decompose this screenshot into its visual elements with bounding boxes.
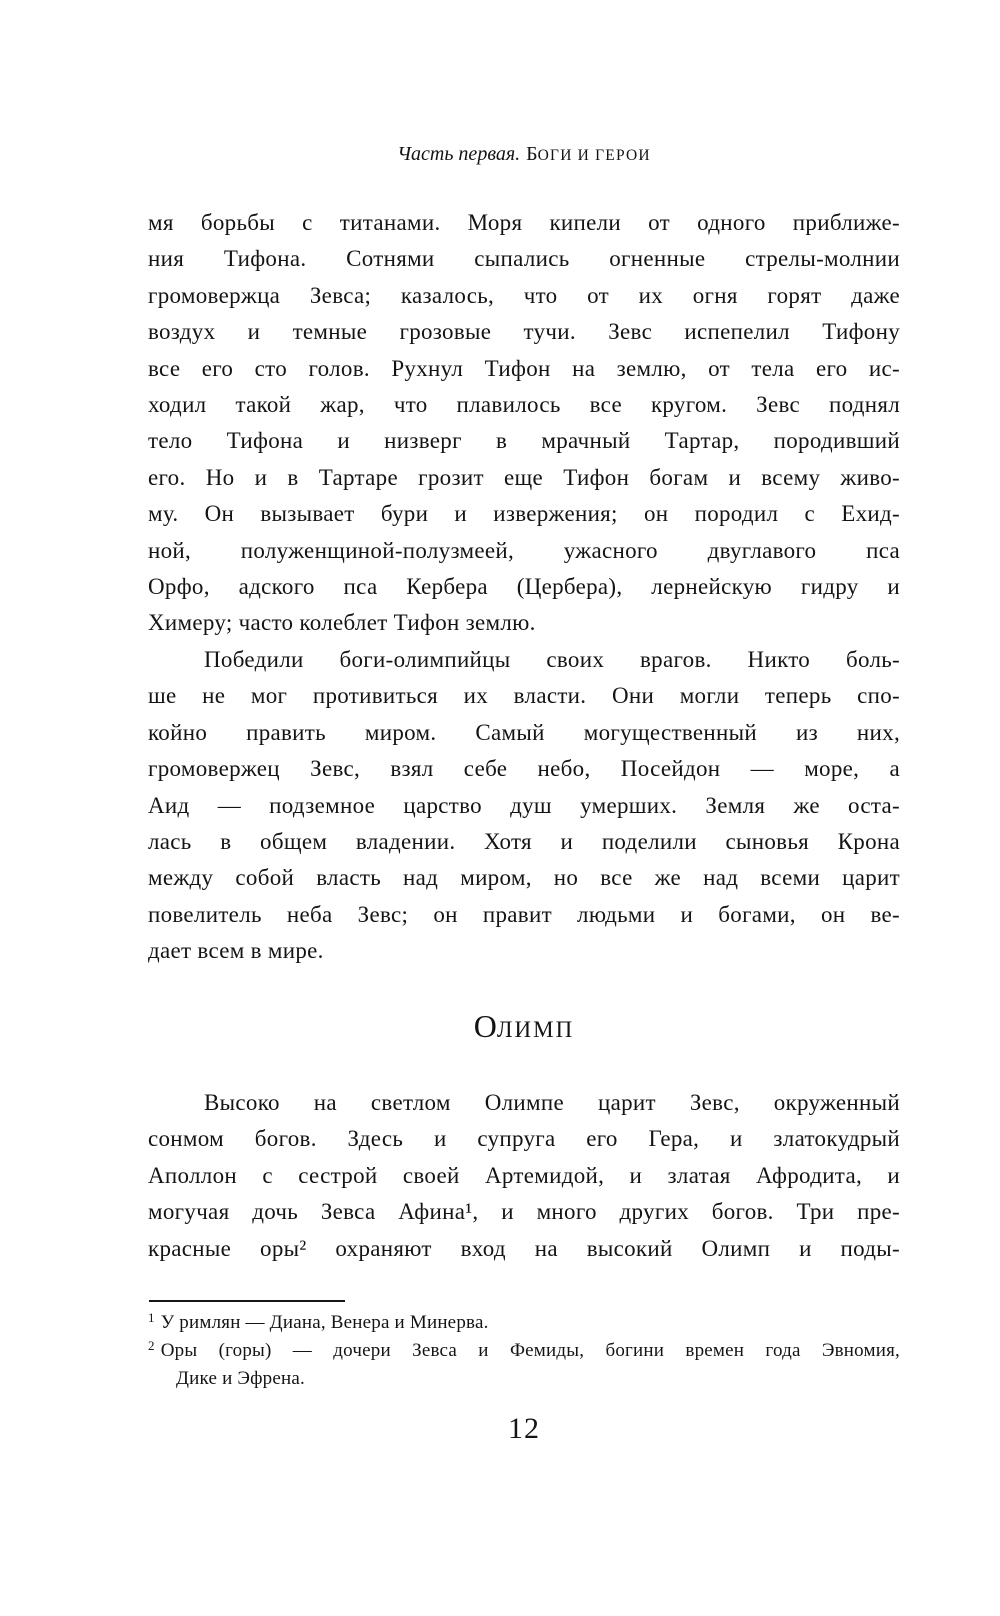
text-line: мя борьбы с титанами. Моря кипели от одного приближе- bbox=[148, 210, 900, 235]
text-line: Аполлон с сестрой своей Артемидой, и златая Афродита, и bbox=[148, 1162, 900, 1188]
section-text-block bbox=[148, 1085, 900, 1267]
text-line: лась в общем владении. Хотя и поделили сыновья Крона bbox=[148, 828, 900, 854]
text-line: его. Но и в Тартаре грозит еще Тифон богам и всему живо- bbox=[148, 464, 900, 490]
text-line: сонмом богов. Здесь и супруга его Гера, и златокудрый bbox=[148, 1126, 900, 1152]
section-heading-smallcaps: ЛИМП bbox=[496, 1017, 575, 1042]
footnote-marker: 2 bbox=[148, 1338, 155, 1353]
footnote-line bbox=[148, 1337, 900, 1365]
footnote-text: Оры (горы) — дочери Зевса и Фемиды, богини времен года Эвномия, bbox=[160, 1340, 900, 1361]
text-line: повелитель неба Зевс; он правит людьми и богами, он ве- bbox=[148, 901, 900, 927]
part-title-initial: Б bbox=[526, 143, 538, 165]
text-line: ше не мог противиться их власти. Они могли теперь спо- bbox=[148, 683, 900, 709]
text-line: ной, полуженщиной-полузмеей, ужасного двуглавого пса bbox=[148, 537, 900, 563]
footnote-separator-rule bbox=[149, 1300, 345, 1302]
text-line: громовержец Зевс, взял себе небо, Посейдон — море, а bbox=[148, 756, 900, 782]
text-line: Орфо, адского пса Кербера (Цербера), лернейскую гидру и bbox=[148, 574, 900, 600]
footnote-text: У римлян — Диана, Венера и Минерва. bbox=[160, 1312, 489, 1333]
footnote-marker: 1 bbox=[148, 1310, 155, 1325]
text-line: Химеру; часто колеблет Тифон землю. bbox=[148, 610, 536, 636]
page-number: 12 bbox=[508, 1412, 540, 1445]
text-line: воздух и темные грозовые тучи. Зевс испепелил Тифону bbox=[148, 319, 900, 345]
text-line: Аид — подземное царство душ умерших. Земля же оста- bbox=[148, 792, 900, 818]
text-line: дает всем в мире. bbox=[148, 938, 324, 964]
main-text-block bbox=[148, 205, 900, 970]
footnote-continuation-line: Дике и Эфрена. bbox=[176, 1368, 305, 1389]
text-line: ния Тифона. Сотнями сыпались огненные стрелы-молнии bbox=[148, 246, 900, 272]
text-line: все его сто голов. Рухнул Тифон на землю, от тела его ис- bbox=[148, 355, 900, 381]
footnote-line bbox=[148, 1309, 900, 1337]
part-label: Часть первая. bbox=[397, 143, 521, 165]
text-line: могучая дочь Зевса Афина¹, и много других богов. Три пре- bbox=[148, 1199, 900, 1225]
text-line: Высоко на светлом Олимпе царит Зевс, окруженный bbox=[204, 1090, 900, 1115]
text-line: тело Тифона и низверг в мрачный Тартар, породивший bbox=[148, 428, 900, 454]
text-line: красные оры² охраняют вход на высокий Олимп и поды- bbox=[148, 1235, 900, 1261]
text-line: койно править миром. Самый могущественный из них, bbox=[148, 719, 900, 745]
text-line: ходил такой жар, что плавилось все кругом. Зевс поднял bbox=[148, 392, 900, 418]
footnote bbox=[148, 1337, 900, 1393]
footnote bbox=[148, 1309, 900, 1337]
section-heading-initial: О bbox=[473, 1008, 497, 1044]
text-line: громовержца Зевса; казалось, что от их огня горят даже bbox=[148, 282, 900, 308]
section-heading bbox=[148, 1008, 900, 1045]
text-line: му. Он вызывает бури и извержения; он породил с Ехид- bbox=[148, 501, 900, 527]
footnotes bbox=[148, 1309, 900, 1393]
text-line: Победили боги-олимпийцы своих врагов. Никто боль- bbox=[204, 646, 900, 672]
part-title bbox=[526, 143, 651, 165]
running-header bbox=[148, 143, 900, 166]
part-title-smallcaps: ОГИ И ГЕРОИ bbox=[537, 147, 651, 164]
text-line: между собой власть над миром, но все же над всеми царит bbox=[148, 865, 900, 891]
